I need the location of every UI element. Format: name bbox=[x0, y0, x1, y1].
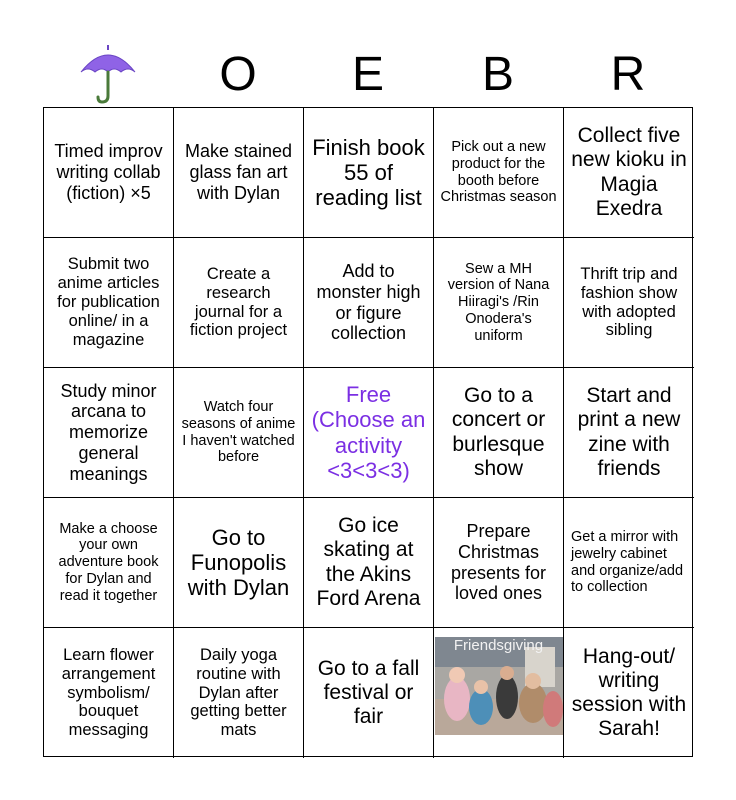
bingo-cell[interactable]: Pick out a new product for the booth before Christmas season bbox=[434, 108, 564, 238]
bingo-cell[interactable]: Create a research journal for a fiction project bbox=[174, 238, 304, 368]
bingo-cell[interactable]: Hang-out/ writing session with Sarah! bbox=[571, 644, 687, 741]
header-letter-r: R bbox=[610, 47, 646, 101]
header-letter-o: O bbox=[219, 47, 257, 101]
bingo-cell[interactable]: Go ice skating at the Akins Ford Arena bbox=[304, 498, 434, 628]
friendsgiving-photo bbox=[435, 637, 563, 735]
bingo-cell[interactable]: Watch four seasons of anime I haven't watched before bbox=[174, 368, 304, 498]
bingo-cell[interactable]: Make stained glass fan art with Dylan bbox=[174, 108, 304, 238]
bingo-cell[interactable]: Make a choose your own adventure book for Dylan and read it together bbox=[44, 498, 174, 628]
bingo-cell[interactable]: Thrift trip and fashion show with adopted sibling bbox=[564, 238, 694, 368]
bingo-cell[interactable]: Submit two anime articles for publication online/ in a magazine bbox=[44, 238, 174, 368]
photo-cell[interactable] bbox=[434, 628, 564, 758]
umbrella-icon bbox=[43, 40, 173, 108]
bingo-cell[interactable]: Go to a concert or burlesque show bbox=[434, 368, 564, 498]
header-letter-e: E bbox=[351, 47, 384, 101]
bingo-cell[interactable]: Start and print a new zine with friends bbox=[564, 368, 694, 498]
bingo-cell[interactable]: Collect five new kioku in Magia Exedra bbox=[564, 108, 694, 238]
bingo-cell[interactable]: Study minor arcana to memorize general meanings bbox=[44, 368, 174, 498]
bingo-cell[interactable]: Sew a MH version of Nana Hiiragi's /Rin Onodera's uniform bbox=[434, 238, 564, 368]
bingo-cell[interactable]: Get a mirror with jewelry cabinet and organize/add to collection bbox=[564, 498, 694, 628]
bingo-cell[interactable]: Learn flower arrangement symbolism/ bouquet messaging bbox=[44, 628, 174, 758]
photo-caption: Friendsgiving bbox=[453, 637, 544, 654]
bingo-grid bbox=[43, 107, 693, 757]
bingo-cell[interactable]: Daily yoga routine with Dylan after getting better mats bbox=[174, 628, 304, 758]
bingo-cell[interactable]: Finish book 55 of reading list bbox=[304, 108, 434, 238]
bingo-cell[interactable]: Go to a fall festival or fair bbox=[304, 628, 434, 758]
bingo-cell[interactable]: Timed improv writing collab (fiction) ×5 bbox=[44, 108, 174, 238]
bingo-cell[interactable]: Add to monster high or figure collection bbox=[304, 238, 434, 368]
header-letter-b: B bbox=[481, 47, 514, 101]
bingo-header bbox=[43, 40, 693, 108]
bingo-cell[interactable]: Prepare Christmas presents for loved ones bbox=[434, 498, 564, 628]
bingo-cell[interactable]: Go to Funopolis with Dylan bbox=[174, 498, 304, 628]
free-space-cell[interactable]: Free (Choose an activity <3<3<3) bbox=[304, 368, 434, 498]
